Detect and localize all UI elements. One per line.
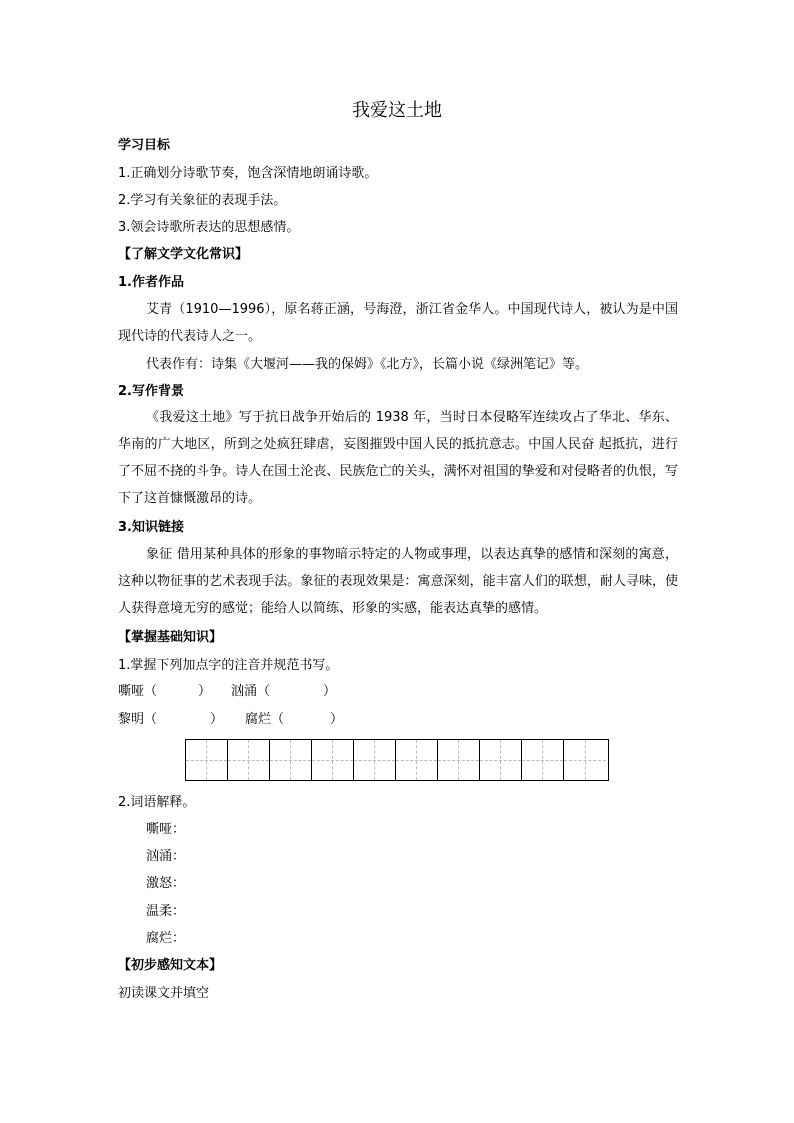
background-heading: 2.写作背景 (118, 384, 184, 399)
pinyin-blank-open: 汹涌（ (231, 684, 271, 699)
pinyin-blank-open: 腐烂（ (245, 712, 285, 727)
pinyin-blank-close: ） (210, 712, 224, 727)
pinyin-blank-close: ） (330, 712, 344, 727)
works-paragraph: 代表作有：诗集《大堰河——我的保姆》《北方》，长篇小说《绿洲笔记》等。 (146, 357, 589, 372)
writing-grid[interactable] (185, 739, 609, 781)
writing-cell[interactable] (312, 740, 354, 780)
writing-cell[interactable] (396, 740, 438, 780)
background-paragraph: 《我爱这土地》写于抗日战争开始后的 1938 年，当时日本侵略军连续攻占了华北、华东、华南的广大地区，所到之处疯狂肆虐，妄图摧毁中国人民的抵抗意志。中国人民奋 起抵抗，进行了不屈不挠的斗争。诗人在国土沦丧、民族危亡的关头，满怀对祖国的挚爱和对侵略者的仇恨，写下了这首慷慨激昂的诗。 (118, 410, 678, 506)
section-heading-basics: 【掌握基础知识】 (118, 630, 223, 645)
term-item: 嘶哑： (146, 822, 186, 837)
knowledge-heading: 3.知识链接 (118, 520, 184, 535)
writing-cell[interactable] (480, 740, 522, 780)
objective-item: 2.学习有关象征的表现手法。 (118, 193, 287, 208)
writing-cell[interactable] (186, 740, 228, 780)
writing-cell[interactable] (522, 740, 564, 780)
author-paragraph: 艾青（1910—1996），原名蒋正涵，号海澄，浙江省金华人。中国现代诗人，被认为是中国现代诗的代表诗人之一。 (118, 302, 678, 344)
page-title: 我爱这土地 (352, 100, 442, 121)
author-heading: 1.作者作品 (118, 275, 184, 290)
pinyin-blank-open: 嘶哑（ (118, 684, 158, 699)
writing-cell[interactable] (438, 740, 480, 780)
writing-cell[interactable] (564, 740, 606, 780)
writing-cell[interactable] (270, 740, 312, 780)
term-item: 温柔： (146, 904, 186, 919)
pinyin-blank-close: ） (198, 684, 212, 699)
objective-item: 1.正确划分诗歌节奏，饱含深情地朗诵诗歌。 (118, 166, 378, 181)
section-heading-reading: 【初步感知文本】 (118, 958, 223, 973)
question-pinyin: 1.掌握下列加点字的注音并规范书写。 (118, 658, 339, 673)
objectives-heading: 学习目标 (118, 138, 171, 153)
term-item: 汹涌： (146, 849, 186, 864)
term-item: 腐烂： (146, 931, 186, 946)
section-heading-literature: 【了解文学文化常识】 (118, 247, 249, 262)
question-definitions: 2.词语解释。 (118, 795, 196, 810)
writing-cell[interactable] (228, 740, 270, 780)
reading-instruction: 初读课文并填空 (118, 986, 210, 1001)
term-item: 激怒： (146, 876, 186, 891)
pinyin-blank-close: ） (323, 684, 337, 699)
pinyin-blank-open: 黎明（ (118, 712, 158, 727)
writing-cell[interactable] (354, 740, 396, 780)
knowledge-paragraph: 象征 借用某种具体的形象的事物暗示特定的人物或事理，以表达真挚的感情和深刻的寓意，这种以物征事的艺术表现手法。象征的表现效果是：寓意深刻，能丰富人们的联想，耐人寻味，使人获得意境无穷的感觉；能给人以简练、形象的实感，能表达真挚的感情。 (118, 547, 678, 616)
objective-item: 3.领会诗歌所表达的思想感情。 (118, 220, 300, 235)
